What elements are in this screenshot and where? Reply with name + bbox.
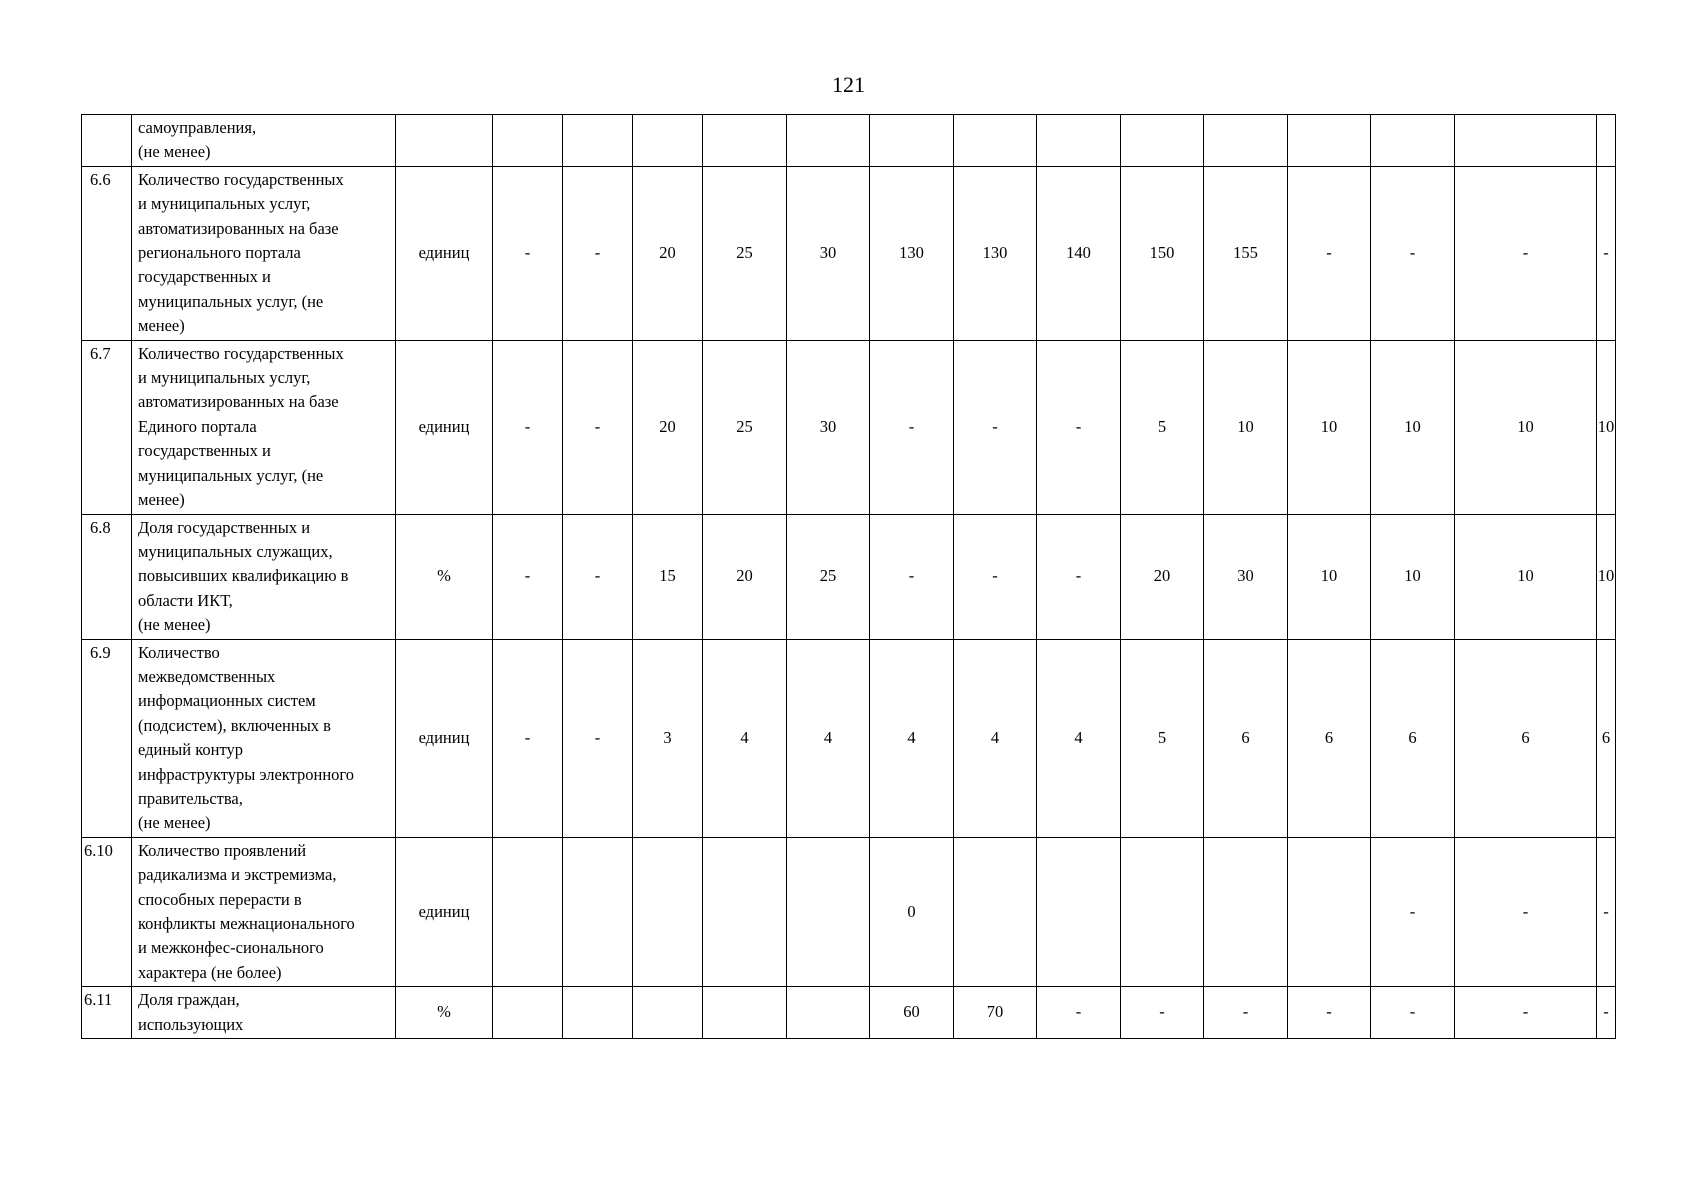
- value-cell: 10: [1204, 340, 1288, 514]
- value-cell: 155: [1204, 166, 1288, 340]
- value-cell: [703, 837, 787, 986]
- value-cell: -: [493, 514, 563, 639]
- indicator-name: [132, 115, 396, 167]
- value-cell: -: [1597, 837, 1616, 986]
- value-cell: [493, 115, 563, 167]
- value-cell: [563, 987, 633, 1039]
- value-cell: -: [1455, 166, 1597, 340]
- indicator-name-line: единый контур: [138, 740, 243, 760]
- value-cell: [787, 987, 870, 1039]
- value-cell: [1288, 115, 1371, 167]
- value-cell: 70: [954, 987, 1037, 1039]
- value-cell: 20: [703, 514, 787, 639]
- row-number: 6.9: [82, 639, 132, 837]
- table-row: [82, 340, 1616, 514]
- unit-cell: единиц: [396, 639, 493, 837]
- value-cell: -: [1037, 987, 1121, 1039]
- indicator-name-line: способных перерасти в: [138, 889, 302, 909]
- value-cell: 10: [1597, 514, 1616, 639]
- value-cell: 20: [633, 166, 703, 340]
- unit-cell: [396, 115, 493, 167]
- value-cell: [954, 837, 1037, 986]
- indicator-name-line: и межконфес-сионального: [138, 938, 324, 958]
- unit-cell: единиц: [396, 837, 493, 986]
- value-cell: [954, 115, 1037, 167]
- value-cell: -: [1597, 166, 1616, 340]
- value-cell: 10: [1288, 340, 1371, 514]
- value-cell: -: [1371, 837, 1455, 986]
- value-cell: 10: [1455, 340, 1597, 514]
- indicator-name-line: инфраструктуры электронного: [138, 764, 355, 784]
- indicator-name-line: автоматизированных на базе: [138, 218, 339, 238]
- row-number: 6.7: [82, 340, 132, 514]
- value-cell: [703, 115, 787, 167]
- table-row: [82, 166, 1616, 340]
- value-cell: [703, 987, 787, 1039]
- indicator-name-line: Доля государственных и: [138, 517, 311, 537]
- value-cell: 5: [1121, 340, 1204, 514]
- value-cell: 6: [1455, 639, 1597, 837]
- value-cell: -: [1121, 987, 1204, 1039]
- value-cell: [1121, 837, 1204, 986]
- table-row: [82, 987, 1616, 1039]
- row-number: 6.8: [82, 514, 132, 639]
- value-cell: 30: [787, 340, 870, 514]
- value-cell: [1121, 115, 1204, 167]
- table-row: [82, 639, 1616, 837]
- indicator-name-line: менее): [138, 316, 185, 336]
- value-cell: [493, 837, 563, 986]
- value-cell: 4: [787, 639, 870, 837]
- indicator-name: [132, 166, 396, 340]
- value-cell: -: [1371, 166, 1455, 340]
- indicator-name-line: Доля граждан,: [138, 990, 240, 1010]
- indicator-name-line: (не менее): [138, 615, 211, 635]
- value-cell: 6: [1288, 639, 1371, 837]
- value-cell: -: [954, 340, 1037, 514]
- row-number: 6.6: [82, 166, 132, 340]
- indicator-name-line: и муниципальных услуг,: [138, 368, 311, 388]
- indicator-name-line: и муниципальных услуг,: [138, 194, 311, 214]
- indicator-name-line: Единого портала: [138, 416, 257, 436]
- unit-cell: единиц: [396, 166, 493, 340]
- value-cell: [633, 115, 703, 167]
- value-cell: 130: [954, 166, 1037, 340]
- indicator-name-line: правительства,: [138, 788, 243, 808]
- indicator-name-line: конфликты межнационального: [138, 914, 355, 933]
- value-cell: 4: [703, 639, 787, 837]
- value-cell: [1037, 115, 1121, 167]
- value-cell: 150: [1121, 166, 1204, 340]
- value-cell: 4: [954, 639, 1037, 837]
- value-cell: 4: [1037, 639, 1121, 837]
- value-cell: 6: [1371, 639, 1455, 837]
- value-cell: 6: [1597, 639, 1616, 837]
- indicator-name-line: (подсистем), включенных в: [138, 715, 331, 735]
- value-cell: 10: [1288, 514, 1371, 639]
- value-cell: 10: [1371, 514, 1455, 639]
- page-number: 121: [832, 72, 865, 97]
- indicator-name-line: Количество государственных: [138, 169, 344, 189]
- indicator-name-line: муниципальных служащих,: [138, 541, 333, 561]
- value-cell: 10: [1597, 340, 1616, 514]
- value-cell: 5: [1121, 639, 1204, 837]
- value-cell: -: [1455, 987, 1597, 1039]
- value-cell: -: [1037, 514, 1121, 639]
- value-cell: -: [563, 340, 633, 514]
- value-cell: [1371, 115, 1455, 167]
- indicator-name: [132, 837, 396, 986]
- indicator-name-line: (не менее): [138, 813, 211, 833]
- value-cell: 10: [1371, 340, 1455, 514]
- value-cell: -: [870, 514, 954, 639]
- value-cell: 140: [1037, 166, 1121, 340]
- value-cell: 20: [1121, 514, 1204, 639]
- indicator-name-line: менее): [138, 490, 185, 510]
- indicator-name: [132, 639, 396, 837]
- value-cell: 30: [1204, 514, 1288, 639]
- indicator-name-line: Количество: [138, 642, 220, 662]
- value-cell: [1288, 837, 1371, 986]
- value-cell: 25: [787, 514, 870, 639]
- value-cell: 15: [633, 514, 703, 639]
- value-cell: -: [1288, 166, 1371, 340]
- value-cell: [1204, 115, 1288, 167]
- value-cell: -: [1288, 987, 1371, 1039]
- indicator-name-line: использующих: [138, 1014, 244, 1034]
- table-row: [82, 837, 1616, 986]
- value-cell: [633, 987, 703, 1039]
- value-cell: [633, 837, 703, 986]
- value-cell: 6: [1204, 639, 1288, 837]
- table-body: [82, 115, 1616, 1039]
- value-cell: 60: [870, 987, 954, 1039]
- indicators-table: [81, 114, 1616, 1039]
- value-cell: -: [870, 340, 954, 514]
- table-row: [82, 514, 1616, 639]
- indicator-name-line: регионального портала: [138, 243, 301, 263]
- value-cell: -: [563, 639, 633, 837]
- row-number: 6.11: [82, 987, 132, 1039]
- unit-cell: %: [396, 987, 493, 1039]
- indicator-name-line: муниципальных услуг, (не: [138, 291, 324, 311]
- value-cell: 4: [870, 639, 954, 837]
- value-cell: [1204, 837, 1288, 986]
- indicator-name: [132, 340, 396, 514]
- indicator-name-line: повысивших квалификацию в: [138, 566, 349, 586]
- value-cell: -: [563, 514, 633, 639]
- unit-cell: %: [396, 514, 493, 639]
- value-cell: [493, 987, 563, 1039]
- unit-cell: единиц: [396, 340, 493, 514]
- value-cell: 30: [787, 166, 870, 340]
- value-cell: 130: [870, 166, 954, 340]
- indicator-name: [132, 987, 396, 1039]
- value-cell: -: [1204, 987, 1288, 1039]
- value-cell: [1037, 837, 1121, 986]
- value-cell: -: [493, 639, 563, 837]
- indicator-name-line: автоматизированных на базе: [138, 392, 339, 412]
- indicator-name-line: радикализма и экстремизма,: [138, 865, 337, 885]
- value-cell: -: [1455, 837, 1597, 986]
- value-cell: [563, 115, 633, 167]
- table-row: [82, 115, 1616, 167]
- indicator-name-line: государственных и: [138, 267, 271, 287]
- value-cell: [1597, 115, 1616, 167]
- indicator-name-line: муниципальных услуг, (не: [138, 465, 324, 485]
- value-cell: 3: [633, 639, 703, 837]
- value-cell: 0: [870, 837, 954, 986]
- indicator-name-line: Количество государственных: [138, 343, 344, 363]
- row-number: [82, 115, 132, 167]
- value-cell: 25: [703, 166, 787, 340]
- value-cell: -: [1371, 987, 1455, 1039]
- value-cell: [787, 115, 870, 167]
- value-cell: 10: [1455, 514, 1597, 639]
- value-cell: -: [493, 166, 563, 340]
- indicator-name-line: характера (не более): [138, 962, 282, 982]
- value-cell: [870, 115, 954, 167]
- indicator-name: [132, 514, 396, 639]
- value-cell: -: [1037, 340, 1121, 514]
- indicator-name-line: информационных систем: [138, 691, 316, 711]
- value-cell: 20: [633, 340, 703, 514]
- value-cell: -: [1597, 987, 1616, 1039]
- row-number: 6.10: [82, 837, 132, 986]
- indicator-name-line: межведомственных: [138, 666, 276, 686]
- value-cell: -: [954, 514, 1037, 639]
- value-cell: 25: [703, 340, 787, 514]
- value-cell: [563, 837, 633, 986]
- indicator-name-line: Количество проявлений: [138, 840, 307, 860]
- value-cell: -: [493, 340, 563, 514]
- indicator-name-line: области ИКТ,: [138, 590, 233, 610]
- value-cell: [787, 837, 870, 986]
- indicator-name-line: государственных и: [138, 441, 271, 461]
- indicator-name-line: (не менее): [138, 142, 211, 162]
- indicator-name-line: самоуправления,: [138, 118, 257, 137]
- value-cell: -: [563, 166, 633, 340]
- value-cell: [1455, 115, 1597, 167]
